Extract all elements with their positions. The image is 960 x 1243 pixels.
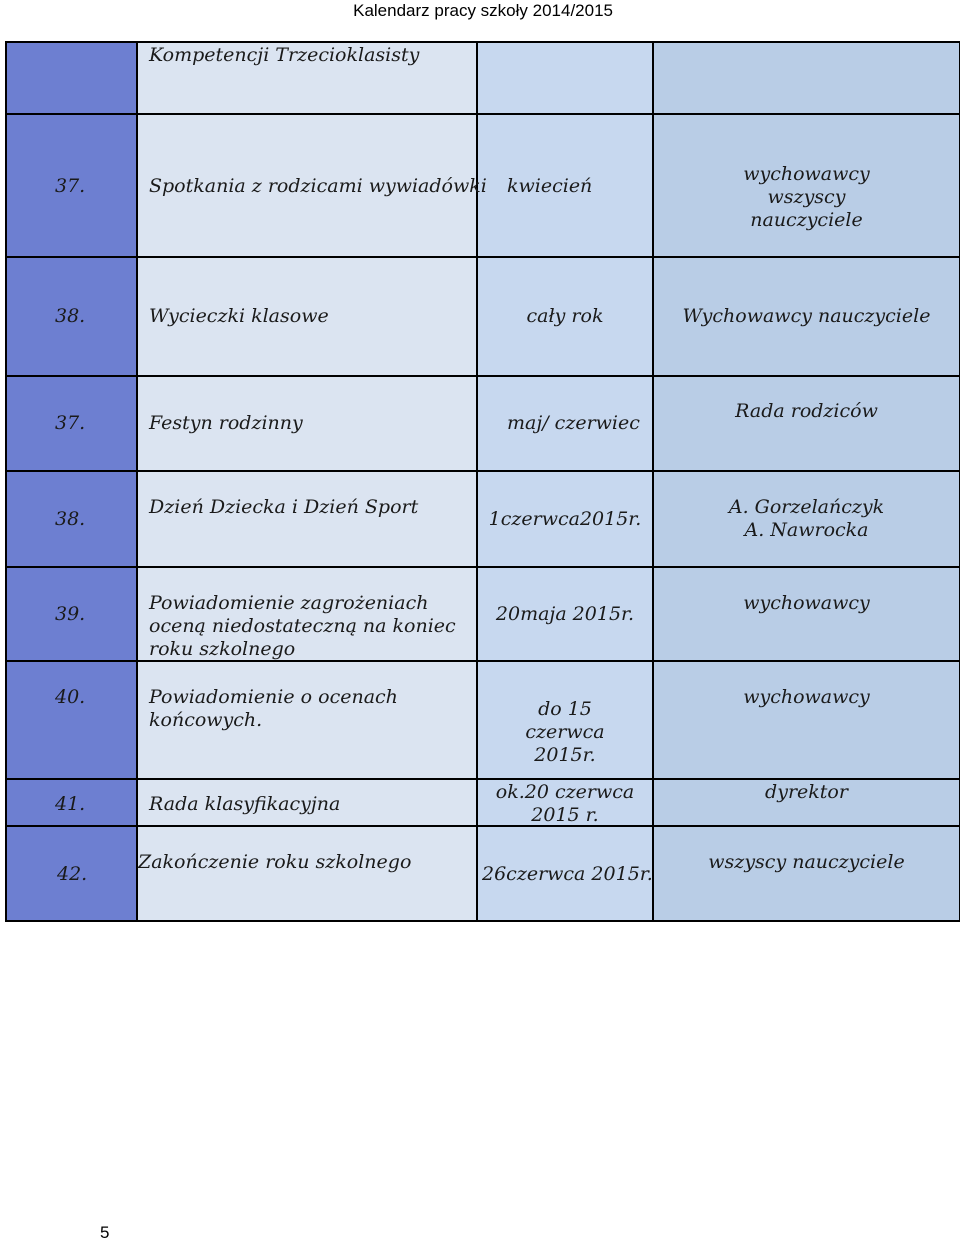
date-text: maj/ czerwiec [507,412,640,434]
date-text: 20maja 2015r. [495,603,635,625]
task-text: Powiadomienie o ocenach końcowych. [149,686,398,731]
person-text: Rada rodziców [735,400,878,422]
date-cell [477,376,653,471]
row-number-cell [6,42,137,114]
row-number-cell [6,257,137,376]
date-text: do 15 czerwca 2015r. [525,698,605,766]
row-number: 40. [55,686,86,708]
row-number-cell [6,661,137,779]
person-cell [653,114,960,257]
person-cell [653,567,960,661]
date-text: ok.20 czerwca 2015 r. [495,781,635,826]
person-text: wszyscy nauczyciele [708,851,905,873]
row-number: 38. [55,508,86,530]
person-text: wychowawcy wszyscy nauczyciele [743,163,870,231]
task-cell [137,114,487,257]
person-cell [653,779,960,826]
row-number: 42. [57,863,88,885]
table-row [6,826,960,921]
date-cell [477,471,653,567]
date-cell [477,826,653,921]
task-cell [137,257,477,376]
page-number: 5 [100,1223,110,1242]
table-row [6,661,960,779]
task-cell [137,471,477,567]
person-cell [653,42,960,114]
table-row [6,257,960,376]
table-row [6,471,960,567]
person-text: dyrektor [765,781,848,803]
task-text: Powiadomienie zagrożeniach oceną niedostateczną na koniec roku szkolnego [149,592,456,660]
task-cell [137,826,477,921]
table-row [6,42,960,114]
row-number-cell [6,114,137,257]
row-number-cell [6,376,137,471]
date-cell [477,567,653,661]
task-cell [137,661,477,779]
row-number-cell [6,779,137,826]
row-number: 38. [55,305,86,327]
task-cell [137,779,477,826]
person-text: wychowawcy [743,686,870,708]
row-number-cell [6,471,137,567]
person-cell [653,661,960,779]
table-row [6,779,960,826]
task-cell [137,42,477,114]
task-text: Spotkania z rodzicami wywiadówki [149,175,487,197]
calendar-table [5,41,960,922]
person-cell [653,257,960,376]
table-row [6,567,960,661]
date-text: 26czerwca 2015r. [482,863,653,885]
row-number-cell [6,567,137,661]
row-number: 41. [55,793,86,815]
row-number: 37. [55,412,86,434]
person-cell [653,471,960,567]
date-text: kwiecień [507,175,593,197]
date-text: cały rok [526,305,604,327]
header-title: Kalendarz pracy szkoły 2014/2015 [353,1,613,20]
date-cell [477,42,653,114]
row-number: 39. [55,603,86,625]
person-text: wychowawcy [743,592,870,614]
table-row [6,376,960,471]
date-cell [477,114,653,257]
row-number-cell [6,826,137,921]
task-cell [137,567,477,661]
person-text: Wychowawcy nauczyciele [682,305,931,327]
page-header [0,0,960,24]
task-text: Dzień Dziecka i Dzień Sport [149,496,419,518]
table-row [6,114,960,257]
person-text: A. Gorzelańczyk A. Nawrocka [728,496,885,541]
row-number: 37. [55,175,86,197]
task-text: Festyn rodzinny [149,412,303,434]
person-cell [653,826,960,921]
task-text: Zakończenie roku szkolnego [138,851,412,873]
date-text: 1czerwca2015r. [488,508,642,530]
date-cell [477,779,653,826]
task-text: Kompetencji Trzecioklasisty [149,44,420,66]
person-cell [653,376,960,471]
task-text: Wycieczki klasowe [149,305,329,327]
date-cell [477,257,653,376]
task-text: Rada klasyfikacyjna [149,793,341,815]
task-cell [137,376,477,471]
date-cell [477,661,653,779]
